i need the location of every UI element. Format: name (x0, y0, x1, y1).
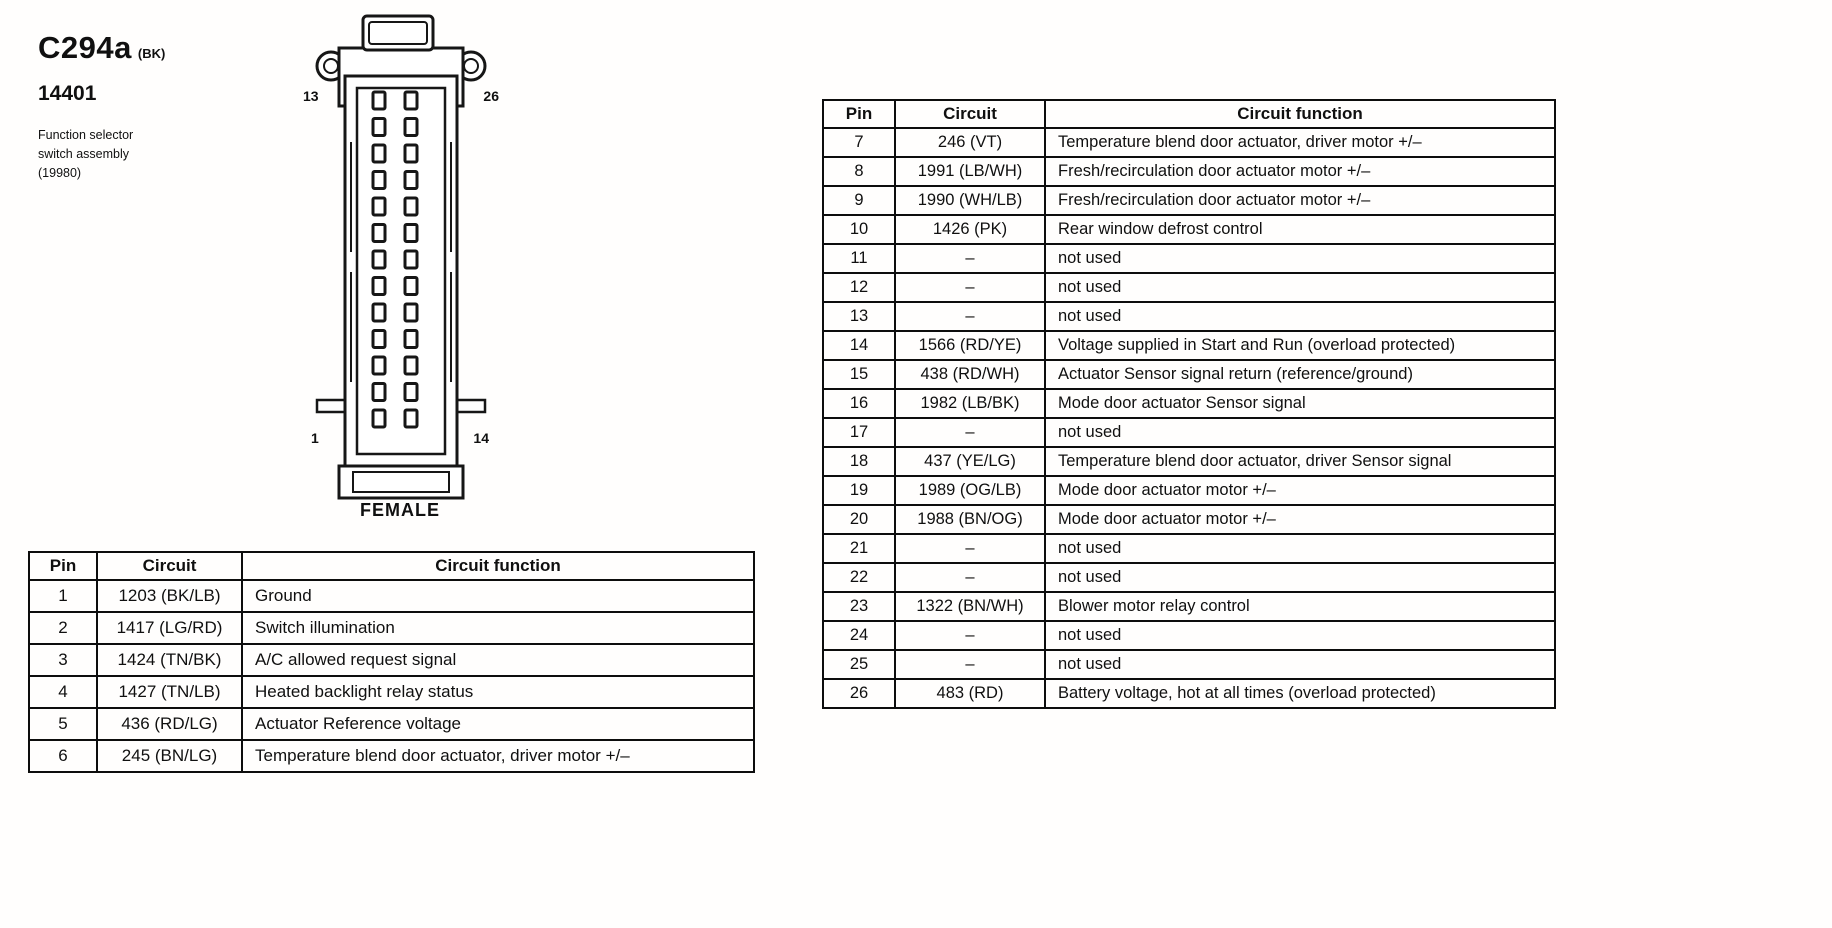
connector-id: C294a (38, 30, 132, 65)
pin-slot (405, 172, 417, 189)
table-row (823, 534, 1555, 563)
pin-label-top-left: 13 (303, 88, 319, 104)
pin-cell: 13 (823, 302, 895, 331)
connector-diagram (303, 12, 499, 504)
function-cell: Rear window defrost control (1045, 215, 1555, 244)
function-cell: not used (1045, 650, 1555, 679)
circuit-cell: 1427 (TN/LB) (97, 676, 242, 708)
column-header-circuit: Circuit (895, 100, 1045, 128)
function-cell: Ground (242, 580, 754, 612)
function-cell: not used (1045, 621, 1555, 650)
pin-slot (373, 251, 385, 268)
circuit-cell: – (895, 273, 1045, 302)
circuit-cell: – (895, 621, 1045, 650)
pin-cell: 19 (823, 476, 895, 505)
pin-slot (405, 92, 417, 109)
pin-slot (405, 198, 417, 215)
circuit-cell: 1426 (PK) (895, 215, 1045, 244)
table-row (823, 244, 1555, 273)
pin-cell: 1 (29, 580, 97, 612)
function-cell: Temperature blend door actuator, driver Sensor signal (1045, 447, 1555, 476)
pin-slot (405, 119, 417, 136)
table-row (29, 612, 754, 644)
connector-title (38, 30, 165, 66)
table-row (823, 418, 1555, 447)
function-cell: Fresh/recirculation door actuator motor +/– (1045, 186, 1555, 215)
pin-cell: 11 (823, 244, 895, 273)
pin-cell: 12 (823, 273, 895, 302)
part-description-line: switch assembly (38, 146, 129, 161)
pin-cell: 17 (823, 418, 895, 447)
circuit-cell: 245 (BN/LG) (97, 740, 242, 772)
part-description-line: Function selector (38, 128, 134, 142)
ear-left-hole (324, 59, 338, 73)
function-cell: Blower motor relay control (1045, 592, 1555, 621)
pin-cell: 25 (823, 650, 895, 679)
pin-slot (373, 357, 385, 374)
table-header-row (823, 100, 1555, 128)
pin-slot (373, 119, 385, 136)
pin-cell: 6 (29, 740, 97, 772)
column-header-circuit: Circuit (97, 552, 242, 580)
pin-cell: 4 (29, 676, 97, 708)
table-row (823, 505, 1555, 534)
table-row (29, 708, 754, 740)
circuit-cell: – (895, 418, 1045, 447)
circuit-cell: 1322 (BN/WH) (895, 592, 1045, 621)
pin-slot (373, 384, 385, 401)
pin-slot (405, 145, 417, 162)
circuit-cell: 437 (YE/LG) (895, 447, 1045, 476)
function-cell: not used (1045, 418, 1555, 447)
function-cell: not used (1045, 273, 1555, 302)
connector-gender-label: FEMALE (360, 500, 440, 520)
wing-right (455, 400, 485, 412)
pin-slot (405, 278, 417, 295)
pin-cell: 20 (823, 505, 895, 534)
table-row (823, 157, 1555, 186)
connector-drawing-svg (303, 12, 499, 504)
circuit-cell: – (895, 302, 1045, 331)
function-cell: not used (1045, 302, 1555, 331)
pin-table-left (28, 551, 755, 773)
pin-cell: 16 (823, 389, 895, 418)
circuit-cell: 1988 (BN/OG) (895, 505, 1045, 534)
pin-slot (373, 225, 385, 242)
table-row (823, 128, 1555, 157)
column-header-pin: Pin (823, 100, 895, 128)
function-cell: Actuator Sensor signal return (reference/ground) (1045, 360, 1555, 389)
function-cell: Switch illumination (242, 612, 754, 644)
function-cell: Heated backlight relay status (242, 676, 754, 708)
pin-slot (373, 278, 385, 295)
circuit-cell: 1203 (BK/LB) (97, 580, 242, 612)
function-cell: Temperature blend door actuator, driver motor +/– (1045, 128, 1555, 157)
pin-slot (373, 410, 385, 427)
table-row (29, 676, 754, 708)
pin-slot (405, 304, 417, 321)
table-row (823, 389, 1555, 418)
table-row (823, 447, 1555, 476)
pin-label-top-right: 26 (483, 88, 499, 104)
function-cell: Mode door actuator motor +/– (1045, 476, 1555, 505)
circuit-cell: 1989 (OG/LB) (895, 476, 1045, 505)
circuit-cell: 1566 (RD/YE) (895, 331, 1045, 360)
pin-slot (405, 384, 417, 401)
pin-cell: 9 (823, 186, 895, 215)
table-row (823, 302, 1555, 331)
circuit-cell: 436 (RD/LG) (97, 708, 242, 740)
connector-color-code: (BK) (137, 46, 166, 61)
latch-inner (369, 22, 427, 44)
pin-slot (405, 251, 417, 268)
function-cell: Battery voltage, hot at all times (overload protected) (1045, 679, 1555, 708)
function-cell: Temperature blend door actuator, driver motor +/– (242, 740, 754, 772)
function-cell: Actuator Reference voltage (242, 708, 754, 740)
pin-slot (405, 331, 417, 348)
circuit-cell: 438 (RD/WH) (895, 360, 1045, 389)
pin-cell: 14 (823, 331, 895, 360)
pin-slot (373, 198, 385, 215)
pin-cell: 8 (823, 157, 895, 186)
table-row (823, 331, 1555, 360)
table-row (823, 650, 1555, 679)
table-row (823, 476, 1555, 505)
function-cell: Fresh/recirculation door actuator motor +/– (1045, 157, 1555, 186)
function-cell: not used (1045, 244, 1555, 273)
function-cell: Mode door actuator motor +/– (1045, 505, 1555, 534)
pin-table-right (822, 99, 1556, 709)
pin-cell: 22 (823, 563, 895, 592)
pin-label-bottom-right: 14 (473, 430, 489, 446)
circuit-cell: – (895, 244, 1045, 273)
circuit-cell: – (895, 650, 1045, 679)
circuit-cell: 246 (VT) (895, 128, 1045, 157)
table-row (29, 580, 754, 612)
table-row (823, 563, 1555, 592)
table-header-row (29, 552, 754, 580)
circuit-cell: 1990 (WH/LB) (895, 186, 1045, 215)
circuit-cell: 1991 (LB/WH) (895, 157, 1045, 186)
circuit-cell: 1417 (LG/RD) (97, 612, 242, 644)
circuit-cell: 483 (RD) (895, 679, 1045, 708)
part-description-line: (19980) (38, 165, 82, 180)
part-description (38, 126, 165, 182)
column-header-circuit-function: Circuit function (242, 552, 754, 580)
function-cell: not used (1045, 534, 1555, 563)
base-inner (353, 472, 449, 492)
table-row (823, 592, 1555, 621)
header-block (38, 30, 165, 182)
table-row (823, 621, 1555, 650)
table-row (823, 186, 1555, 215)
table-row (823, 215, 1555, 244)
pin-slot (405, 410, 417, 427)
circuit-cell: – (895, 563, 1045, 592)
pin-slot (373, 331, 385, 348)
function-cell: not used (1045, 563, 1555, 592)
table-row (823, 679, 1555, 708)
pin-cell: 24 (823, 621, 895, 650)
circuit-cell: – (895, 534, 1045, 563)
function-cell: Mode door actuator Sensor signal (1045, 389, 1555, 418)
wing-left (317, 400, 347, 412)
pin-cell: 21 (823, 534, 895, 563)
pin-slot (373, 145, 385, 162)
pin-slot (373, 304, 385, 321)
circuit-cell: 1424 (TN/BK) (97, 644, 242, 676)
body-inner (357, 88, 445, 454)
pin-cell: 23 (823, 592, 895, 621)
pin-cell: 10 (823, 215, 895, 244)
pin-slot (373, 172, 385, 189)
ear-right-hole (464, 59, 478, 73)
table-row (29, 740, 754, 772)
table-row (823, 360, 1555, 389)
pin-cell: 15 (823, 360, 895, 389)
pin-slot (405, 357, 417, 374)
pin-slot (373, 92, 385, 109)
pin-cell: 7 (823, 128, 895, 157)
column-header-circuit-function: Circuit function (1045, 100, 1555, 128)
pin-cell: 18 (823, 447, 895, 476)
pin-cell: 5 (29, 708, 97, 740)
pin-cell: 3 (29, 644, 97, 676)
pin-cell: 2 (29, 612, 97, 644)
table-row (29, 644, 754, 676)
function-cell: Voltage supplied in Start and Run (overload protected) (1045, 331, 1555, 360)
function-cell: A/C allowed request signal (242, 644, 754, 676)
pin-cell: 26 (823, 679, 895, 708)
part-number: 14401 (38, 82, 97, 105)
pin-label-bottom-left: 1 (311, 430, 319, 446)
column-header-pin: Pin (29, 552, 97, 580)
table-row (823, 273, 1555, 302)
circuit-cell: 1982 (LB/BK) (895, 389, 1045, 418)
pin-slot (405, 225, 417, 242)
